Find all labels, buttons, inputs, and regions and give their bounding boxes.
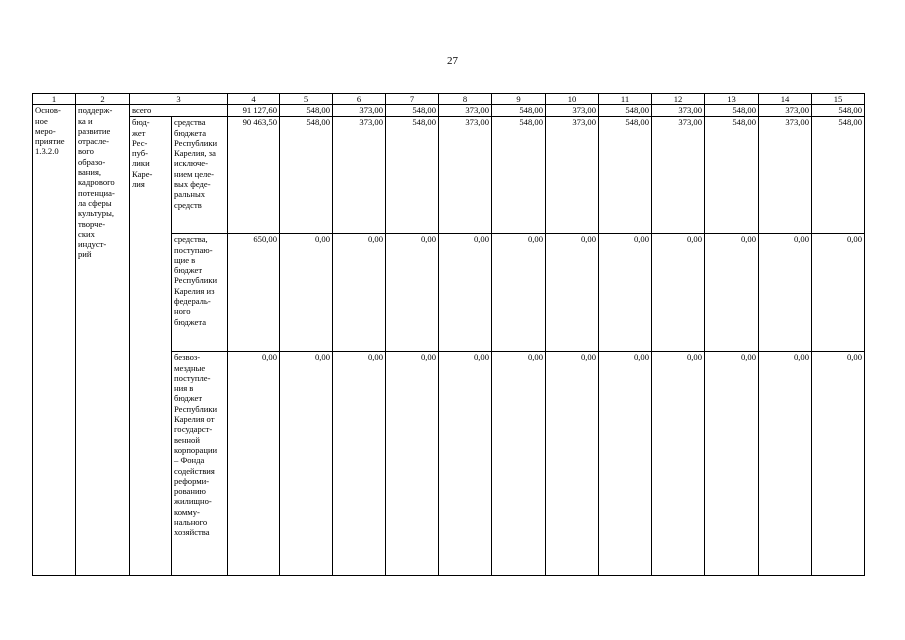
value-cell: 90 463,50 xyxy=(228,117,280,234)
table-row xyxy=(33,117,865,234)
value-cell: 0,00 xyxy=(652,234,705,352)
value-cell: 0,00 xyxy=(652,352,705,576)
header-cell: 8 xyxy=(439,94,492,105)
budget-table xyxy=(32,93,865,576)
total-row xyxy=(33,105,865,117)
value-cell: 548,00 xyxy=(599,117,652,234)
value-cell: 373,00 xyxy=(546,117,599,234)
source-label-cell: средства, поступаю- щие в бюджет Республики Карелия из федераль- ного бюджета xyxy=(172,234,228,352)
value-cell: 548,00 xyxy=(812,117,865,234)
header-cell: 14 xyxy=(759,94,812,105)
value-cell: 373,00 xyxy=(333,117,386,234)
budget-label-cell: бюд- жет Рес- пуб- лики Каре- лия xyxy=(130,117,172,576)
activity-code-cell: Основ- ное меро- приятие 1.3.2.0 xyxy=(33,105,76,576)
value-cell: 0,00 xyxy=(546,234,599,352)
value-cell: 0,00 xyxy=(439,234,492,352)
value-cell: 0,00 xyxy=(386,352,439,576)
value-cell: 0,00 xyxy=(759,234,812,352)
header-cell: 12 xyxy=(652,94,705,105)
value-cell: 548,00 xyxy=(492,117,546,234)
value-cell: 548,00 xyxy=(705,117,759,234)
value-cell: 548,00 xyxy=(492,105,546,117)
value-cell: 373,00 xyxy=(759,105,812,117)
value-cell: 0,00 xyxy=(333,234,386,352)
header-cell: 2 xyxy=(76,94,130,105)
value-cell: 0,00 xyxy=(439,352,492,576)
value-cell: 0,00 xyxy=(705,352,759,576)
value-cell: 0,00 xyxy=(812,234,865,352)
header-cell: 6 xyxy=(333,94,386,105)
value-cell: 0,00 xyxy=(386,234,439,352)
value-cell: 0,00 xyxy=(492,352,546,576)
value-cell: 373,00 xyxy=(439,105,492,117)
header-cell: 9 xyxy=(492,94,546,105)
header-cell: 1 xyxy=(33,94,76,105)
value-cell: 0,00 xyxy=(280,234,333,352)
header-cell: 5 xyxy=(280,94,333,105)
value-cell: 91 127,60 xyxy=(228,105,280,117)
value-cell: 0,00 xyxy=(333,352,386,576)
value-cell: 0,00 xyxy=(599,234,652,352)
value-cell: 548,00 xyxy=(599,105,652,117)
source-label-cell: средства бюджета Республики Карелия, за исключе- нием целе- вых феде- ральных средств xyxy=(172,117,228,234)
value-cell: 0,00 xyxy=(546,352,599,576)
total-label-cell: всего xyxy=(130,105,228,117)
value-cell: 548,00 xyxy=(280,117,333,234)
value-cell: 0,00 xyxy=(705,234,759,352)
value-cell: 548,00 xyxy=(280,105,333,117)
value-cell: 373,00 xyxy=(546,105,599,117)
header-cell: 10 xyxy=(546,94,599,105)
value-cell: 0,00 xyxy=(759,352,812,576)
value-cell: 548,00 xyxy=(705,105,759,117)
header-row xyxy=(33,94,865,105)
value-cell: 548,00 xyxy=(812,105,865,117)
header-cell: 11 xyxy=(599,94,652,105)
value-cell: 0,00 xyxy=(599,352,652,576)
value-cell: 373,00 xyxy=(759,117,812,234)
value-cell: 548,00 xyxy=(386,117,439,234)
value-cell: 373,00 xyxy=(652,117,705,234)
header-cell: 13 xyxy=(705,94,759,105)
header-cell: 4 xyxy=(228,94,280,105)
page-number: 27 xyxy=(447,55,458,67)
value-cell: 373,00 xyxy=(652,105,705,117)
value-cell: 0,00 xyxy=(812,352,865,576)
value-cell: 373,00 xyxy=(333,105,386,117)
activity-name-cell: поддерж- ка и развитие отрасле- вого образо- вания, кадрового потенциа- ла сферы культуры, творче- ских индуст- рий xyxy=(76,105,130,576)
value-cell: 650,00 xyxy=(228,234,280,352)
header-cell: 15 xyxy=(812,94,865,105)
value-cell: 0,00 xyxy=(492,234,546,352)
value-cell: 373,00 xyxy=(439,117,492,234)
header-cell: 3 xyxy=(130,94,228,105)
value-cell: 0,00 xyxy=(280,352,333,576)
source-label-cell: безвоз- мездные поступле- ния в бюджет Республики Карелия от государст- венной корпорации – Фонда содействия реформи- рованию жилищно- комму- нального хозяйства xyxy=(172,352,228,576)
value-cell: 548,00 xyxy=(386,105,439,117)
value-cell: 0,00 xyxy=(228,352,280,576)
header-cell: 7 xyxy=(386,94,439,105)
